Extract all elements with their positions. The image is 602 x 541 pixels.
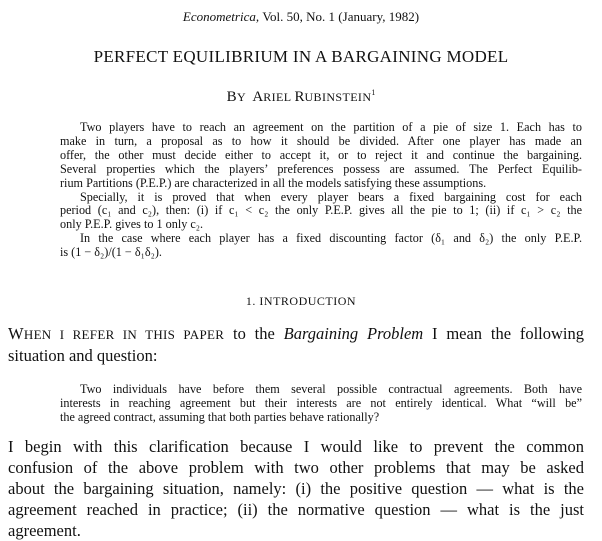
quote-line: Two individuals have before them several possible contractual agreements. Both have xyxy=(80,382,582,396)
body-line: agreement. xyxy=(8,521,81,540)
author-last-initial: R xyxy=(294,89,305,105)
block-quote xyxy=(60,382,582,424)
body-line: confusion of the above problem with two other problems that may be asked xyxy=(8,458,584,477)
quote-line: the agreed contract, assuming that both parties behave rationally? xyxy=(60,410,380,424)
byline-by: BY xyxy=(226,89,250,105)
intro-lead-in: WHEN I REFER IN THIS PAPER xyxy=(8,324,225,343)
intro-line1-rest: to the xyxy=(224,324,284,343)
body-line: agreement reached in practice; (ii) the normative question — what is the just xyxy=(8,500,584,519)
intro-line-2: situation and question: xyxy=(8,346,158,365)
abstract-line: is (1 − δ₂)/(1 − δ₁δ₂). xyxy=(60,245,162,260)
abstract-line: Specially, it is proved that when every player bears a fixed bargaining cost for each xyxy=(80,189,582,204)
journal-name: Econometrica, xyxy=(182,9,260,24)
paper-title: PERFECT EQUILIBRIUM IN A BARGAINING MODEL xyxy=(93,47,509,66)
intro-line-1 xyxy=(8,323,584,345)
quote-line: interests in reaching agreement but their interests are not entirely identical. What “will be” xyxy=(60,396,582,410)
author-last-rest: UBINSTEIN xyxy=(304,90,372,104)
footnote-mark: 1 xyxy=(371,88,376,97)
journal-issue: Vol. 50, No. 1 (January, 1982) xyxy=(262,9,420,24)
body-line: about the bargaining situation, namely: (i) the positive question — what is the xyxy=(8,479,584,498)
intro-line1-end: I mean the following xyxy=(423,324,584,343)
body-line: I begin with this clarification because I would like to prevent the common xyxy=(8,437,584,456)
bargaining-problem-term: Bargaining Problem xyxy=(283,324,424,343)
abstract-line: rium Partitions (P.E.P.) are characterized in all the models satisfying these assumptions. xyxy=(60,175,487,190)
abstract-line: offer, the other must decide either to accept it, or to reject it and continue the bargaining. xyxy=(60,147,582,162)
abstract-line: make in turn, a proposal as to how it should be divided. After one player has made an xyxy=(60,133,582,148)
abstract-line: only P.E.P. gives to 1 only c₂. xyxy=(60,217,204,232)
author-first-rest: RIEL xyxy=(263,90,295,104)
section-heading: 1. INTRODUCTION xyxy=(245,294,357,308)
abstract-line: Several properties which the players’ preferences possess are assumed. The Perfect Equilib- xyxy=(60,161,582,176)
abstract-line: period (c₁ and c₂), then: (i) if c₁ < c₂ the only P.E.P. gives all the pie to 1; (ii) if c₁ > c₂ the xyxy=(60,203,582,218)
author-byline xyxy=(0,88,602,106)
abstract-line: Two players have to reach an agreement on the partition of a pie of size 1. Each has to xyxy=(80,120,582,134)
abstract-line: In the case where each player has a fixed discounting factor (δ₁ and δ₂) the only P.E.P. xyxy=(80,231,582,246)
body-paragraph xyxy=(8,436,584,541)
abstract xyxy=(60,121,582,260)
author-first-initial: A xyxy=(252,89,264,105)
intro-paragraph xyxy=(8,323,584,366)
journal-citation xyxy=(0,9,602,25)
